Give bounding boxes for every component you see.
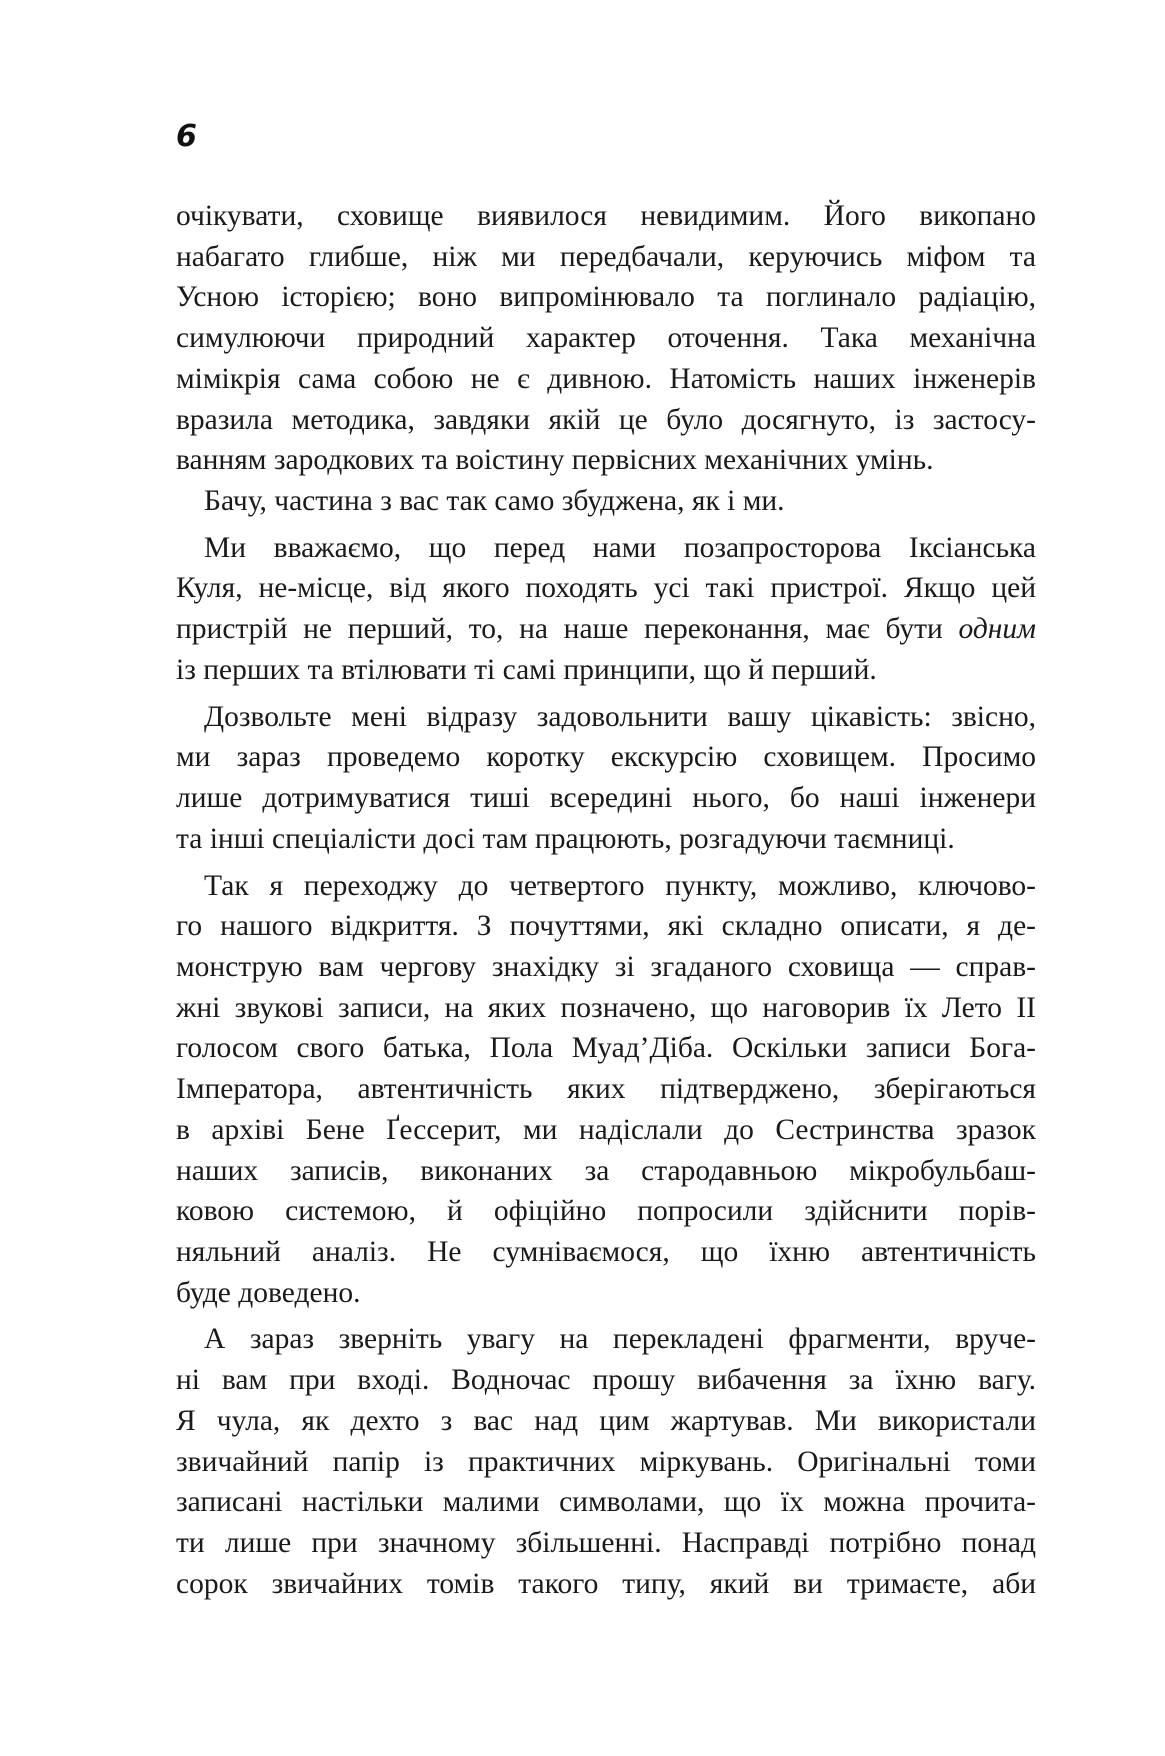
- text-line: наших записів, виконаних за стародавньою мікробульбаш-: [176, 1154, 1036, 1187]
- text-line: буде доведено.: [176, 1276, 361, 1309]
- text-line: Усною історією; воно випромінювало та поглинало радіацію,: [176, 281, 1036, 314]
- text-line: мімікрія сама собою не є дивною. Натомість наших інженерів: [176, 362, 1036, 395]
- text-line: із перших та втілювати ті самі принципи, що й перший.: [176, 653, 877, 686]
- text-line: симулюючи природний характер оточення. Така механічна: [176, 322, 1036, 355]
- text-line: жні звукові записи, на яких позначено, що наговорив їх Лето ІІ: [176, 991, 1036, 1024]
- text-line: Бачу, частина з вас так само збуджена, як і ми.: [204, 485, 785, 518]
- text-line: [176, 609, 1036, 650]
- text-line: Дозвольте мені відразу задовольнити вашу цікавість: звісно,: [204, 700, 1036, 733]
- page-number: 6: [176, 119, 197, 154]
- text-line: очікувати, сховище виявилося невидимим. Його викопано: [176, 200, 1036, 232]
- paragraph: [176, 1319, 1036, 1604]
- text-line: ні вам при вході. Водночас прошу вибачення за їхню вагу.: [176, 1364, 1036, 1397]
- text-line: лише дотримуватися тиші всередині нього, бо наші інженери: [176, 782, 1036, 815]
- text-line: набагато глибше, ніж ми передбачали, керуючись міфом та: [176, 240, 1036, 273]
- italic-word: одним: [958, 613, 1036, 646]
- text-line: в архіві Бене Ґессерит, ми надіслали до Сестринства зразок: [176, 1113, 1036, 1146]
- paragraph: [176, 528, 1036, 691]
- paragraph: [176, 866, 1036, 1314]
- text-line: записані настільки малими символами, що їх можна прочита-: [176, 1486, 1036, 1519]
- text-line: ми зараз проведемо коротку екскурсію сховищем. Просимо: [176, 741, 1036, 774]
- text-line: Так я переходжу до четвертого пункту, можливо, ключово-: [204, 869, 1036, 902]
- text-line: го нашого відкриття. З почуттями, які складно описати, я де-: [176, 910, 1036, 943]
- paragraph: [176, 697, 1036, 860]
- text-line: няльний аналіз. Не сумніваємося, що їхню автентичність: [176, 1235, 1036, 1268]
- text-line: сорок звичайних томів такого типу, який ви тримаєте, аби: [176, 1567, 1036, 1600]
- text-line: та інші спеціалісти досі там працюють, розгадуючи таємниці.: [176, 822, 955, 855]
- text-line: Ми вважаємо, що перед нами позапросторова Іксіанська: [204, 531, 1036, 564]
- text-line: ковою системою, й офіційно попросили здійснити порів-: [176, 1195, 1036, 1228]
- body-text: [176, 196, 1036, 1604]
- text-line: вразила методика, завдяки якій це було досягнуто, із застосу-: [176, 403, 1036, 436]
- text-line: Імператора, автентичність яких підтверджено, зберігаються: [176, 1073, 1036, 1106]
- paragraph: [176, 196, 1036, 481]
- text-line: Я чула, як дехто з вас над цим жартував. Ми використали: [176, 1404, 1036, 1437]
- text-line: монструю вам чергову знахідку зі згаданого сховища — справ-: [176, 950, 1036, 983]
- text-line: звичайний папір із практичних міркувань. Оригінальні томи: [176, 1445, 1036, 1478]
- paragraph: [176, 481, 1036, 522]
- text-line: Куля, не-місце, від якого походять усі такі пристрої. Якщо цей: [176, 572, 1036, 605]
- text-line: голосом свого батька, Пола Муад’Діба. Оскільки записи Бога-: [176, 1032, 1036, 1065]
- text-line: А зараз зверніть увагу на перекладені фрагменти, вруче-: [204, 1323, 1036, 1356]
- text-segment: пристрій не перший, то, на наше переконання, має бути: [176, 613, 959, 646]
- text-line: ванням зародкових та воістину первісних механічних умінь.: [176, 444, 934, 477]
- text-line: ти лише при значному збільшенні. Насправді потрібно понад: [176, 1527, 1036, 1559]
